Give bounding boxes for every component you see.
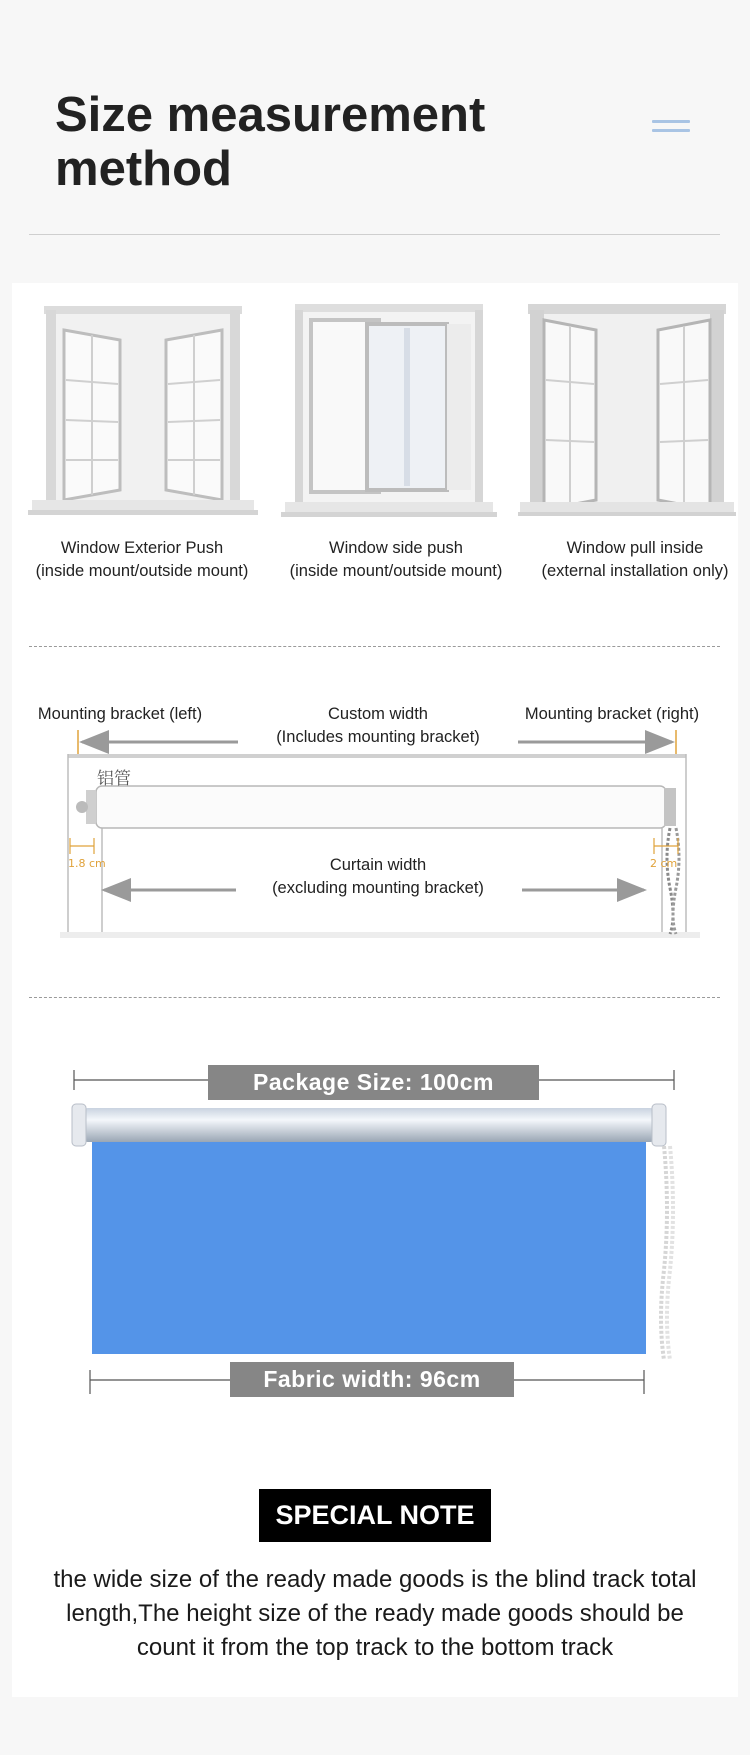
caption-line: (external installation only): [541, 562, 729, 580]
blue-roller-blind-image: [52, 1060, 702, 1400]
menu-icon-bar-bottom: [652, 129, 690, 132]
tube-label: 铝管: [97, 769, 131, 788]
window-exterior-push-image: [28, 300, 258, 520]
menu-icon[interactable]: [652, 120, 690, 142]
package-size-label: Package Size: 100cm: [208, 1065, 539, 1100]
bracket-right-label: Mounting bracket (right): [524, 705, 700, 723]
special-note-line: the wide size of the ready made goods is the blind track total: [53, 1566, 697, 1593]
curtain-width-label: [252, 854, 504, 900]
window-exterior-push-caption: [16, 537, 268, 583]
right-gap-label: 2 cm: [650, 857, 678, 870]
custom-width-line: (Includes mounting bracket): [276, 728, 480, 746]
section-divider: [29, 646, 720, 647]
menu-icon-bar-top: [652, 120, 690, 123]
section-divider: [29, 997, 720, 998]
header-divider: [29, 234, 720, 235]
caption-line: Window side push: [329, 539, 463, 557]
caption-line: (inside mount/outside mount): [35, 562, 249, 580]
special-note-heading: SPECIAL NOTE: [259, 1489, 491, 1542]
curtain-width-line: Curtain width: [329, 856, 427, 874]
page-header: [0, 0, 750, 235]
curtain-width-line: (excluding mounting bracket): [272, 879, 484, 897]
window-pull-inside-caption: [512, 537, 750, 583]
special-note-line: count it from the top track to the bottom track: [136, 1634, 614, 1661]
window-side-push-image: [281, 300, 497, 520]
left-gap-label: 1.8 cm: [68, 857, 106, 870]
bracket-left-label: Mounting bracket (left): [37, 705, 203, 723]
window-pull-inside-image: [518, 300, 736, 520]
caption-line: Window pull inside: [566, 539, 704, 557]
special-note-line: length,The height size of the ready made goods should be: [66, 1600, 684, 1627]
roller-blind-diagram: [60, 728, 700, 940]
custom-width-line: Custom width: [328, 705, 428, 723]
page-title: Size measurement method: [55, 88, 486, 196]
caption-line: (inside mount/outside mount): [289, 562, 503, 580]
blind-fabric: [92, 1140, 646, 1354]
caption-line: Window Exterior Push: [60, 539, 224, 557]
fabric-width-label: Fabric width: 96cm: [230, 1362, 514, 1397]
window-side-push-caption: [270, 537, 522, 583]
special-note-text: [20, 1563, 730, 1665]
